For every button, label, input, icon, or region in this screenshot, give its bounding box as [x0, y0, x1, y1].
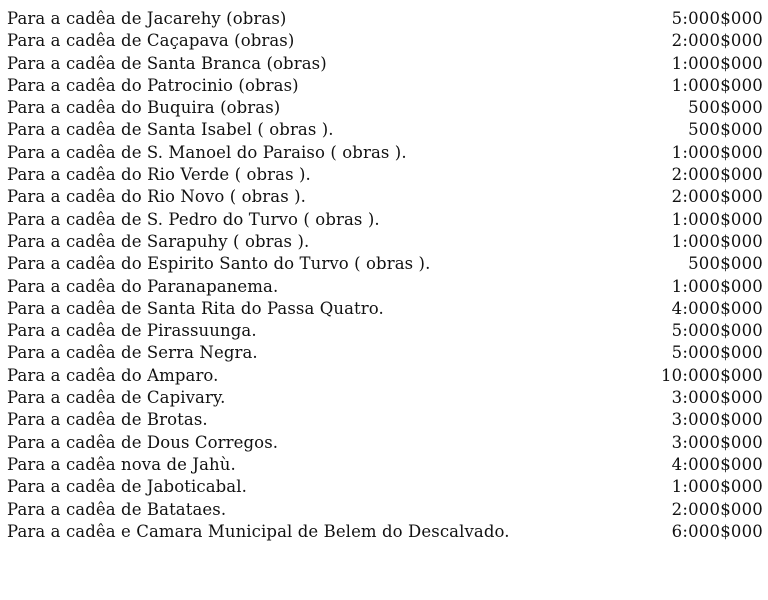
entry-description: Para a cadêa de Caçapava (obras) — [7, 31, 295, 51]
entry-amount: 6:000$000 — [671, 521, 763, 541]
entry-description: Para a cadêa de Dous Corregos. — [7, 432, 279, 452]
entry-description: Para a cadêa do Rio Verde ( obras ). — [7, 165, 311, 185]
list-item — [7, 97, 763, 119]
entry-amount: 1:000$000 — [671, 209, 763, 229]
entry-description: Para a cadêa de Jacarehy (obras) — [7, 9, 287, 28]
entry-description: Para a cadêa do Paranapanema. — [7, 276, 279, 296]
entry-amount: 5:000$000 — [671, 343, 763, 363]
entry-amount: 3:000$000 — [671, 410, 763, 430]
list-item — [7, 499, 763, 521]
list-item — [7, 53, 763, 75]
entry-amount: 1:000$000 — [671, 142, 763, 162]
entry-description: Para a cadêa do Patrocinio (obras) — [7, 75, 299, 95]
entry-description: Para a cadêa de Sarapuhy ( obras ). — [7, 231, 310, 251]
entry-description: Para a cadêa de Capivary. — [7, 388, 226, 408]
entry-description: Para a cadêa de Santa Isabel ( obras ). — [7, 120, 334, 140]
entry-description: Para a cadêa do Rio Novo ( obras ). — [7, 187, 307, 207]
list-item — [7, 342, 763, 364]
entry-description: Para a cadêa e Camara Municipal de Belem do Descalvado. — [7, 521, 510, 541]
list-item — [7, 387, 763, 409]
entry-description: Para a cadêa de Santa Rita do Passa Quatro. — [7, 298, 384, 318]
list-item — [7, 142, 763, 164]
entry-amount: 5:000$000 — [671, 9, 763, 28]
entry-amount: 500$000 — [688, 120, 763, 140]
list-item — [7, 209, 763, 231]
entry-amount: 1:000$000 — [671, 75, 763, 95]
entry-amount: 1:000$000 — [671, 53, 763, 73]
list-item — [7, 253, 763, 275]
entry-amount: 2:000$000 — [671, 31, 763, 51]
entry-amount: 2:000$000 — [671, 499, 763, 519]
entry-amount: 4:000$000 — [671, 298, 763, 318]
list-item — [7, 521, 763, 543]
list-item — [7, 119, 763, 141]
entry-amount: 5:000$000 — [671, 321, 763, 341]
list-item — [7, 8, 763, 30]
entry-amount: 1:000$000 — [671, 477, 763, 497]
entry-amount: 1:000$000 — [671, 231, 763, 251]
entry-amount: 4:000$000 — [671, 454, 763, 474]
list-item — [7, 231, 763, 253]
entry-amount: 500$000 — [688, 98, 763, 118]
entry-description: Para a cadêa do Amparo. — [7, 365, 219, 385]
list-item — [7, 476, 763, 498]
entry-description: Para a cadêa de Serra Negra. — [7, 343, 258, 363]
entry-amount: 3:000$000 — [671, 432, 763, 452]
entry-description: Para a cadêa de Pirassuunga. — [7, 321, 257, 341]
list-item — [7, 75, 763, 97]
entry-amount: 1:000$000 — [671, 276, 763, 296]
list-item — [7, 365, 763, 387]
entry-amount: 500$000 — [688, 254, 763, 274]
entry-description: Para a cadêa de Jaboticabal. — [7, 477, 247, 497]
entry-description: Para a cadêa do Buquira (obras) — [7, 98, 281, 118]
list-item — [7, 454, 763, 476]
appropriations-list — [7, 8, 763, 543]
list-item — [7, 320, 763, 342]
entry-amount: 2:000$000 — [671, 165, 763, 185]
entry-description: Para a cadêa nova de Jahù. — [7, 454, 236, 474]
entry-amount: 10:000$000 — [660, 365, 763, 385]
list-item — [7, 409, 763, 431]
entry-amount: 3:000$000 — [671, 388, 763, 408]
list-item — [7, 186, 763, 208]
entry-description: Para a cadêa de Santa Branca (obras) — [7, 53, 327, 73]
list-item — [7, 30, 763, 52]
list-item — [7, 298, 763, 320]
list-item — [7, 164, 763, 186]
list-item — [7, 432, 763, 454]
entry-description: Para a cadêa do Espirito Santo do Turvo ( obras ). — [7, 254, 431, 274]
entry-description: Para a cadêa de S. Pedro do Turvo ( obras ). — [7, 209, 380, 229]
entry-amount: 2:000$000 — [671, 187, 763, 207]
entry-description: Para a cadêa de Brotas. — [7, 410, 208, 430]
list-item — [7, 276, 763, 298]
entry-description: Para a cadêa de Batataes. — [7, 499, 227, 519]
entry-description: Para a cadêa de S. Manoel do Paraiso ( obras ). — [7, 142, 407, 162]
